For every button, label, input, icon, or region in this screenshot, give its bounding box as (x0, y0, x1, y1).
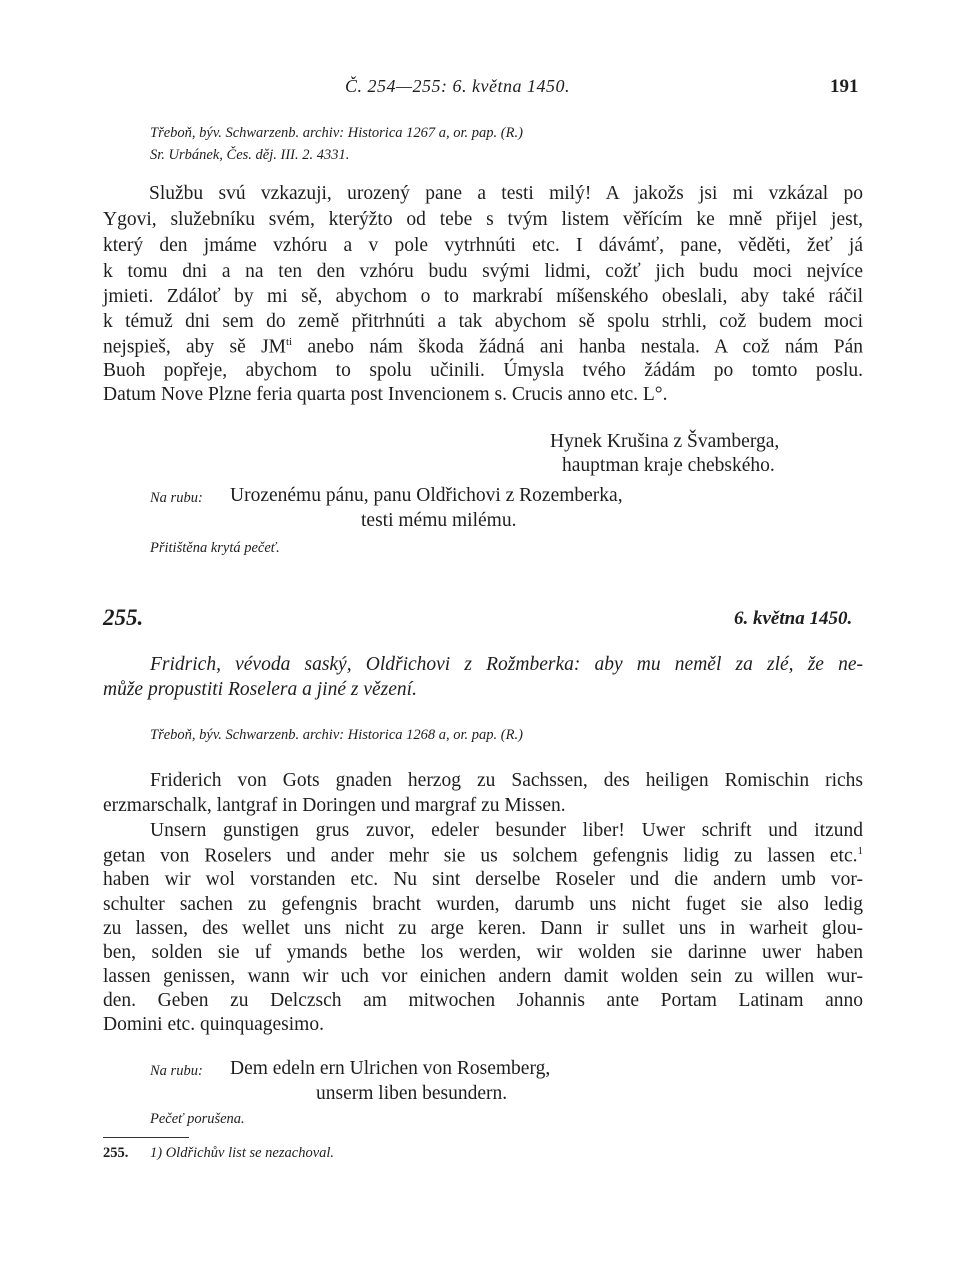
footnote-text: 1) Oldřichův list se nezachoval. (150, 1145, 335, 1161)
body-line-255 (103, 845, 863, 868)
body-line-255: Domini etc. quinquagesimo. (103, 1014, 324, 1035)
running-header: Č. 254—255: 6. května 1450. (345, 76, 570, 96)
body-line-254 (103, 336, 863, 359)
body-line-255: den. Geben zu Delczsch am mitwochen Johannis ante Portam Latinam anno (103, 990, 863, 1011)
source-note-254-ref: Sr. Urbánek, Čes. děj. III. 2. 4331. (150, 147, 350, 163)
footnote-marker: 1 (857, 845, 863, 857)
address-line-254: testi mému milému. (361, 510, 517, 531)
signature-name: Hynek Krušina z Švamberga, (550, 431, 780, 452)
body-line-255: Friderich von Gots gnaden herzog zu Sachssen, des heiligen Romischin richs (150, 770, 863, 791)
body-line-254-end: anebo nám škoda žádná ani hanba nestala. A což nám Pán (292, 336, 863, 358)
address-line-255: Dem edeln ern Ulrichen von Rosemberg, (230, 1058, 551, 1079)
body-line-255: Unsern gunstigen grus zuvor, edeler besunder liber! Uwer schrift und itzund (150, 820, 863, 841)
source-note-254: Třeboň, býv. Schwarzenb. archiv: Historica 1267 a, or. pap. (R.) (150, 125, 523, 141)
body-line-254: Službu svú vzkazuji, urozený pane a testi milý! A jakožs jsi mi vzkázal po (149, 183, 863, 204)
body-line-255: schulter sachen zu gefengnis bracht wurden, darumb uns nicht fuget sie also ledig (103, 894, 863, 915)
body-line-255: haben wir wol vorstanden etc. Nu sint derselbe Roseler und die andern umb vor- (103, 869, 863, 890)
address-label-254: Na rubu: (150, 490, 203, 506)
body-line-254: který den jmáme vzhóru a v pole vytrhnúti etc. I dávámť, pane, věděti, žeť já (103, 235, 863, 256)
footnote-divider (103, 1137, 189, 1138)
body-line-255: zu lassen, des wellet uns nicht zu arge keren. Dann ir sullet uns in warheit glou- (103, 918, 863, 939)
body-line-255: lassen genissen, wann wir uch vor einichen andern damit wolden sein zu willen wur- (103, 966, 863, 987)
body-line-254-start: nejspieš, aby sě JM (103, 336, 286, 358)
signature-title: hauptman kraje chebského. (562, 455, 775, 476)
document-date: 6. května 1450. (734, 608, 853, 629)
body-line-255-text: getan von Roselers und ander mehr sie us solchem gefengnis lidig zu lassen etc. (103, 845, 858, 867)
seal-note-255: Pečeť porušena. (150, 1111, 245, 1127)
page-number: 191 (830, 76, 859, 97)
body-line-254: jmieti. Zdáloť by mi sě, abychom o to markrabí míšenského obeslali, aby také ráčil (103, 286, 863, 307)
document-number: 255. (103, 605, 144, 630)
body-line-254: Datum Nove Plzne feria quarta post Invencionem s. Crucis anno etc. L°. (103, 384, 668, 405)
source-note-255: Třeboň, býv. Schwarzenb. archiv: Historica 1268 a, or. pap. (R.) (150, 727, 523, 743)
body-line-254: k témuž dni sem do země přitrhnúti a tak abychom sě spolu strhli, což budem moci (103, 311, 863, 332)
address-line-255: unserm liben besundern. (316, 1083, 508, 1104)
footnote-number: 255. (103, 1145, 129, 1161)
address-line-254: Urozenému pánu, panu Oldřichovi z Rozemberka, (230, 485, 623, 506)
address-label-255: Na rubu: (150, 1063, 203, 1079)
regest-line: Fridrich, vévoda saský, Oldřichovi z Rožmberka: aby mu neměl za zlé, že ne- (150, 654, 863, 675)
body-line-255: erzmarschalk, lantgraf in Doringen und margraf zu Missen. (103, 795, 566, 816)
body-line-254: Buoh popřeje, abychom to spolu učinili. Úmysla tvého žádám po tomto poslu. (103, 360, 863, 381)
body-line-254: k tomu dni a na ten den vzhóru budu svými lidmi, cožť jich budu moci nejvíce (103, 261, 863, 282)
abbreviation-superscript: ti (286, 336, 293, 348)
body-line-255: ben, solden sie uf ymands bethe los werden, wir wolden sie darinne uwer haben (103, 942, 863, 963)
body-line-254: Ygovi, služebníku svém, kterýžto od tebe s tvým listem věřícím ke mně přijel jest, (103, 209, 863, 230)
seal-note-254: Přitištěna krytá pečeť. (150, 540, 280, 556)
regest-line: může propustiti Roselera a jiné z vězení. (103, 679, 417, 700)
